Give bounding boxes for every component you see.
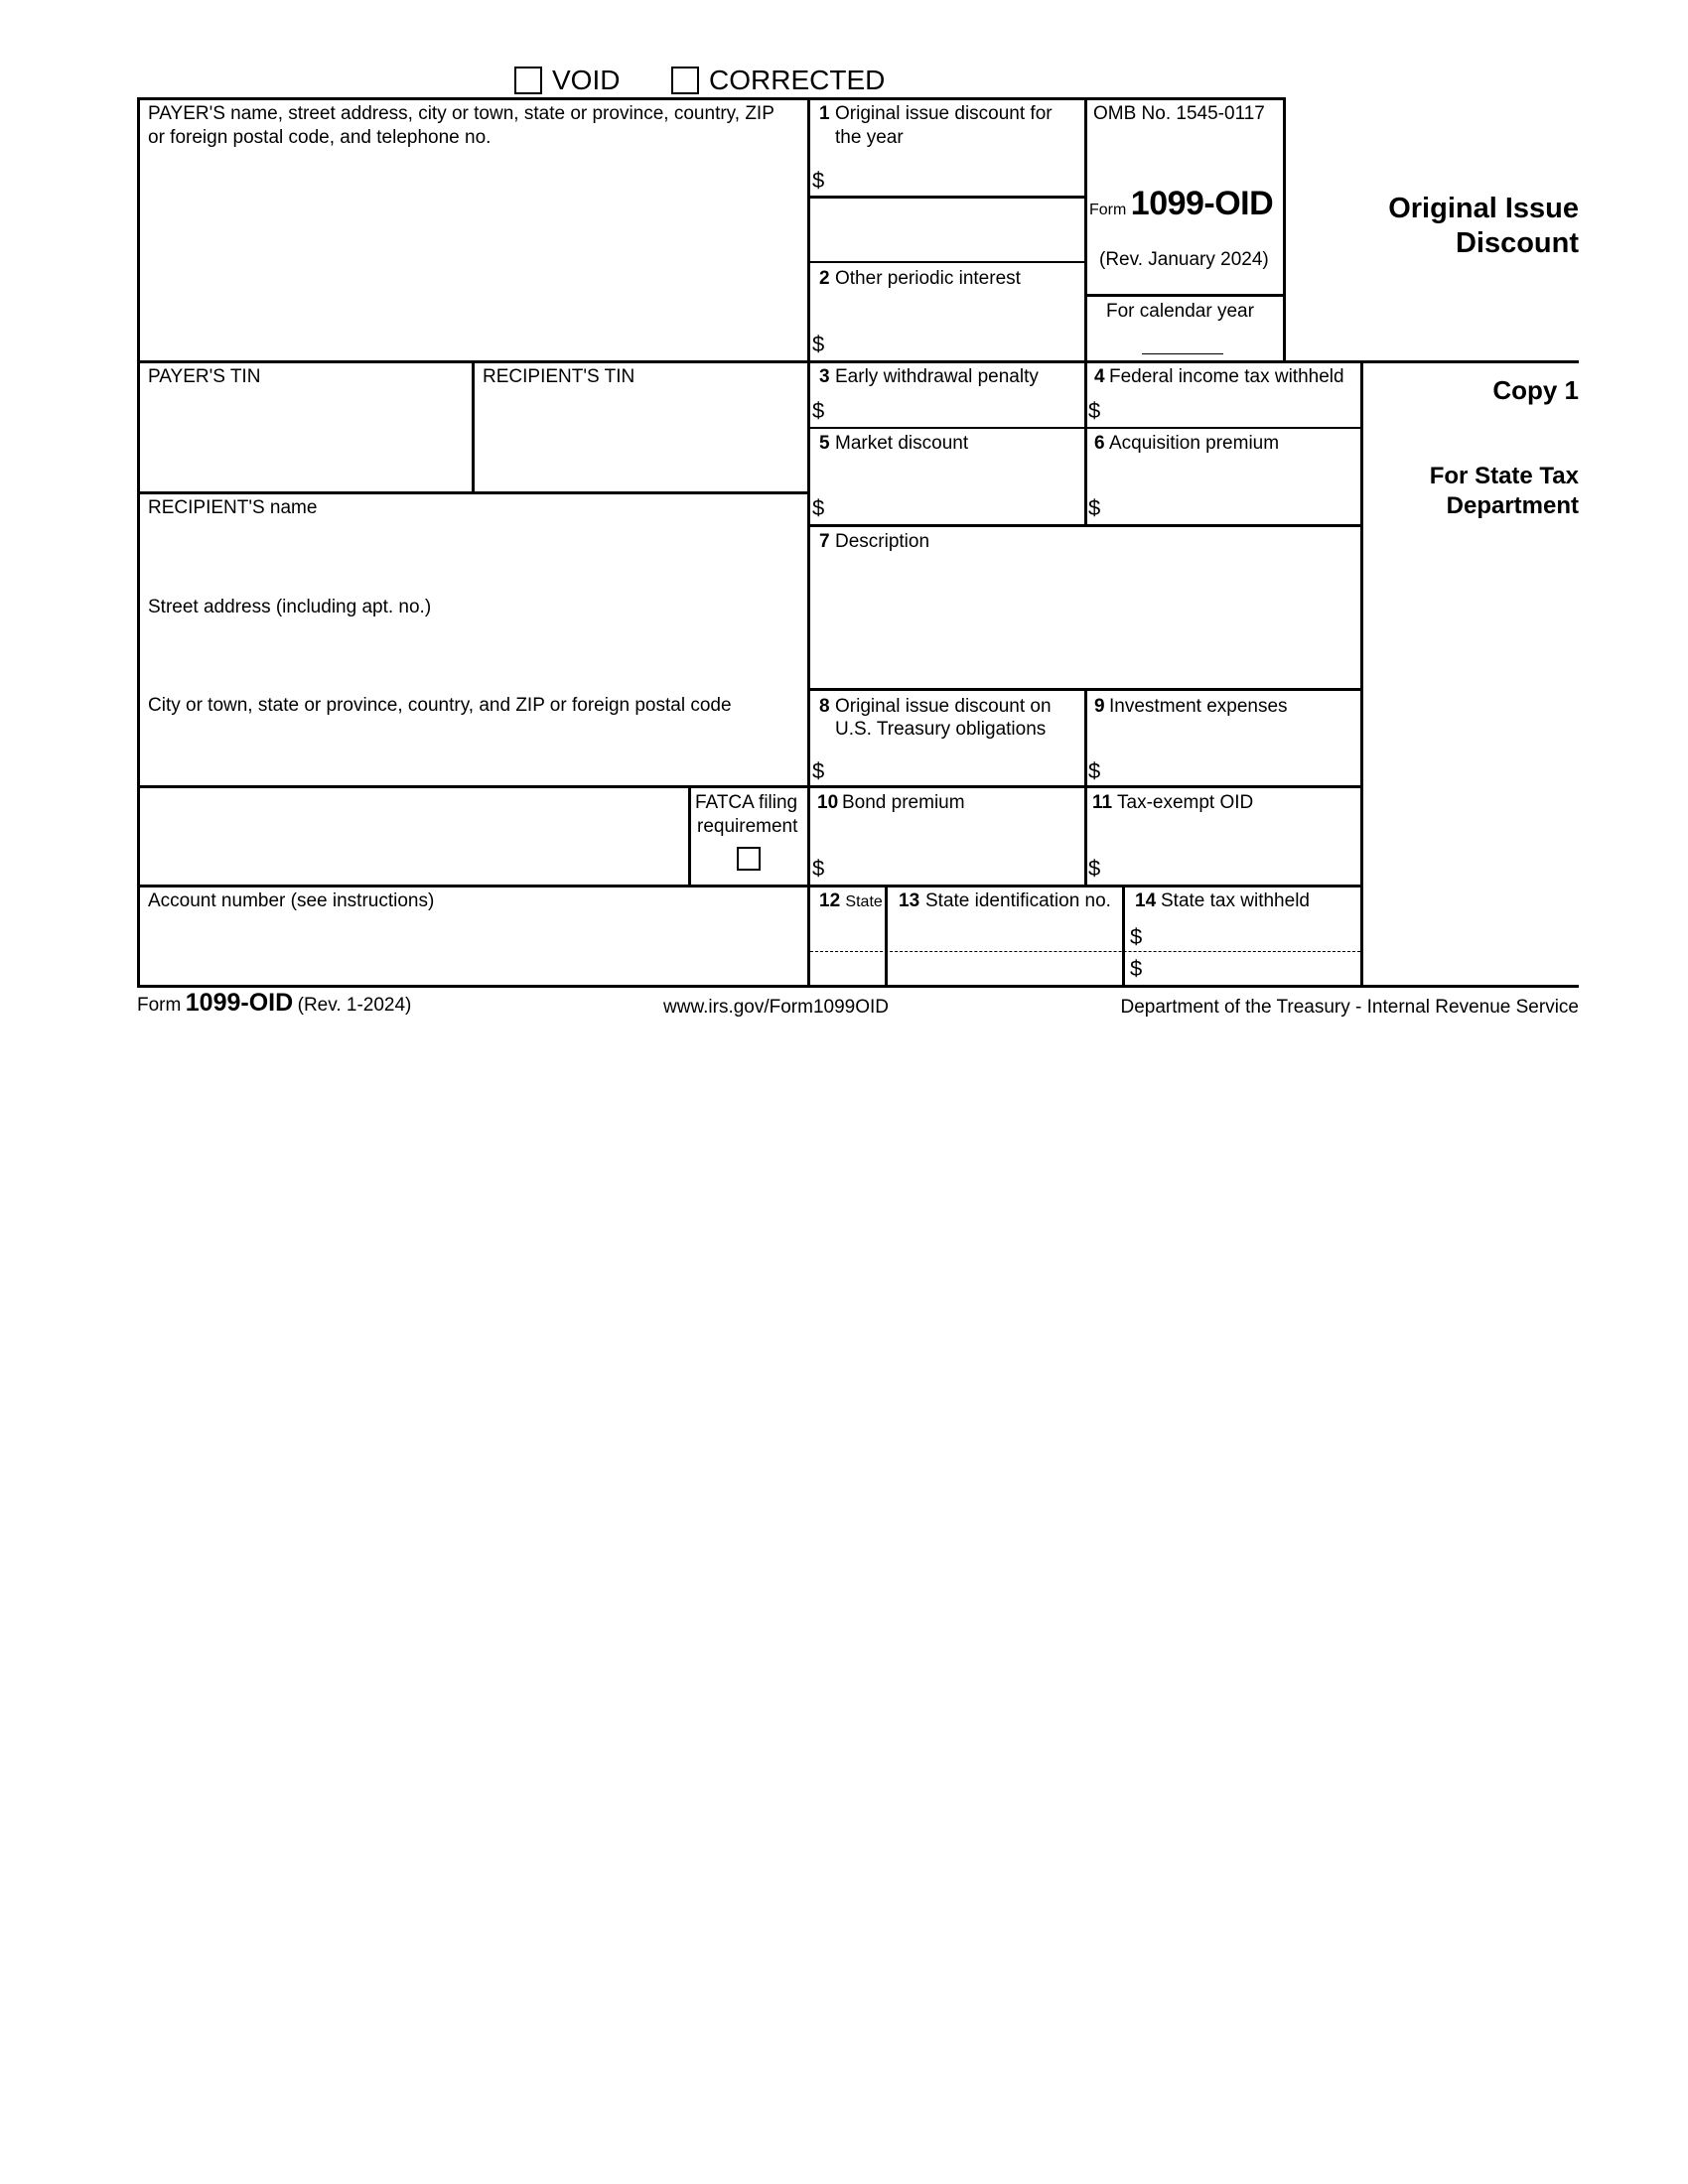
account-number-field[interactable] bbox=[141, 915, 804, 983]
recipient-tin-label: RECIPIENT'S TIN bbox=[483, 366, 635, 387]
footer-dept: Department of the Treasury - Internal Revenue Service bbox=[1120, 997, 1579, 1018]
omb-rev: (Rev. January 2024) bbox=[1099, 249, 1269, 270]
divider-fatca bbox=[688, 785, 691, 887]
corrected-checkbox[interactable] bbox=[671, 67, 699, 94]
payer-tin-label: PAYER'S TIN bbox=[148, 366, 261, 387]
box7-text: Description bbox=[835, 531, 930, 552]
recipient-city-field[interactable] bbox=[141, 721, 804, 782]
box6-text: Acquisition premium bbox=[1109, 433, 1280, 454]
payer-tin-field[interactable] bbox=[141, 392, 469, 488]
calendar-year-underline bbox=[1142, 353, 1223, 354]
box14-dollar-2: $ bbox=[1130, 956, 1143, 981]
box14-dollar-1: $ bbox=[1130, 924, 1143, 949]
box8-number-wrap bbox=[819, 695, 830, 719]
box3-dollar: $ bbox=[812, 398, 825, 423]
box2-dollar: $ bbox=[812, 332, 825, 356]
box3-number: 3 bbox=[819, 366, 830, 387]
box9-number-wrap bbox=[1094, 695, 1105, 719]
line-box1-bottom bbox=[807, 196, 1087, 199]
box14-number-wrap bbox=[1135, 889, 1156, 913]
box7-number-wrap bbox=[819, 530, 830, 554]
box9-amount-field[interactable] bbox=[1106, 752, 1354, 782]
divider-tin bbox=[472, 360, 475, 493]
box9-text: Investment expenses bbox=[1109, 696, 1288, 717]
payer-name-field[interactable] bbox=[141, 149, 804, 357]
divider-box12-13 bbox=[885, 885, 888, 986]
fatca-label-line1: FATCA filing bbox=[695, 792, 798, 813]
line-row2-top bbox=[137, 360, 1579, 363]
copy-title: Copy 1 bbox=[1492, 375, 1579, 405]
omb-form-name: 1099-OID bbox=[1130, 185, 1274, 222]
footer-rev: (Rev. 1-2024) bbox=[297, 995, 412, 1016]
recipient-tin-field[interactable] bbox=[476, 392, 803, 488]
box1-amount-field[interactable] bbox=[830, 164, 1078, 194]
box2-number: 2 bbox=[819, 268, 830, 289]
box12-state-field-1[interactable] bbox=[812, 917, 882, 949]
line-box56-bottom bbox=[807, 524, 1363, 527]
dash-state-rows bbox=[810, 951, 1360, 952]
box13-state-id-field-2[interactable] bbox=[890, 954, 1118, 983]
box3-number-wrap bbox=[819, 365, 830, 389]
box12-state-field-2[interactable] bbox=[812, 954, 882, 983]
box4-dollar: $ bbox=[1088, 398, 1101, 423]
void-label: VOID bbox=[552, 65, 621, 95]
box6-dollar: $ bbox=[1088, 495, 1101, 520]
footer-form-name: 1099-OID bbox=[185, 989, 294, 1017]
box10-amount-field[interactable] bbox=[830, 852, 1078, 882]
line-box1011-bottom bbox=[137, 885, 1363, 887]
box5-text: Market discount bbox=[835, 433, 969, 454]
box2-text: Other periodic interest bbox=[835, 268, 1021, 289]
blank-field[interactable] bbox=[141, 789, 685, 883]
box12-text: State bbox=[845, 893, 883, 910]
divider-right-column bbox=[1360, 360, 1363, 986]
box11-amount-field[interactable] bbox=[1106, 852, 1354, 882]
box8-dollar: $ bbox=[812, 758, 825, 783]
line-omb-cal bbox=[1084, 294, 1285, 297]
copy-subtitle-line1: For State Tax bbox=[1429, 463, 1579, 489]
void-checkbox[interactable] bbox=[514, 67, 542, 94]
recipient-city-label: City or town, state or province, country, and ZIP or foreign postal code bbox=[148, 695, 732, 716]
recipient-street-field[interactable] bbox=[141, 623, 804, 695]
form-title-line2: Discount bbox=[1455, 227, 1579, 259]
divider-main bbox=[807, 97, 810, 987]
box5-number: 5 bbox=[819, 433, 830, 454]
box8-number: 8 bbox=[819, 696, 830, 717]
form-border-left bbox=[137, 97, 140, 987]
fatca-checkbox[interactable] bbox=[737, 847, 761, 871]
box14-number: 14 bbox=[1135, 890, 1157, 911]
divider-box1-right bbox=[1084, 97, 1087, 526]
box4-amount-field[interactable] bbox=[1106, 395, 1354, 425]
omb-calendar: For calendar year bbox=[1106, 301, 1254, 322]
omb-form-prefix: Form bbox=[1089, 202, 1127, 218]
box5-amount-field[interactable] bbox=[830, 490, 1078, 522]
box6-amount-field[interactable] bbox=[1106, 490, 1354, 522]
box8-text-line2: U.S. Treasury obligations bbox=[835, 719, 1047, 740]
box4-number: 4 bbox=[1094, 366, 1105, 387]
recipient-name-label: RECIPIENT'S name bbox=[148, 497, 318, 518]
divider-omb-right bbox=[1283, 97, 1286, 361]
calendar-year-field[interactable] bbox=[1142, 328, 1223, 353]
box11-number-wrap bbox=[1092, 791, 1112, 815]
box4-text: Federal income tax withheld bbox=[1109, 366, 1344, 387]
box5-number-wrap bbox=[819, 432, 830, 456]
box14-amount-field-1[interactable] bbox=[1148, 919, 1356, 949]
box1-label bbox=[819, 102, 830, 126]
omb-form-line bbox=[1089, 185, 1273, 223]
box13-state-id-field-1[interactable] bbox=[890, 917, 1118, 949]
form-border-top bbox=[137, 97, 1285, 100]
box11-text: Tax-exempt OID bbox=[1117, 792, 1254, 813]
box10-dollar: $ bbox=[812, 856, 825, 881]
box6-number-wrap bbox=[1094, 432, 1105, 456]
box11-number: 11 bbox=[1092, 792, 1113, 813]
copy-subtitle-line2: Department bbox=[1446, 492, 1579, 519]
corrected-label: CORRECTED bbox=[709, 65, 886, 95]
box7-description-field[interactable] bbox=[812, 558, 1356, 685]
omb-number: OMB No. 1545-0117 bbox=[1093, 103, 1265, 124]
footer-form-line bbox=[137, 989, 411, 1018]
box3-text: Early withdrawal penalty bbox=[835, 366, 1039, 387]
box1-number: 1 bbox=[819, 103, 830, 124]
box12-label bbox=[819, 889, 883, 914]
box10-text: Bond premium bbox=[842, 792, 965, 813]
box2-amount-field[interactable] bbox=[830, 328, 1078, 357]
box12-number: 12 bbox=[819, 890, 841, 911]
box6-number: 6 bbox=[1094, 433, 1105, 454]
line-tin-bottom bbox=[137, 491, 810, 494]
box7-number: 7 bbox=[819, 531, 830, 552]
box2-number-wrap bbox=[819, 267, 830, 291]
box10-number-wrap bbox=[817, 791, 838, 815]
box10-number: 10 bbox=[817, 792, 839, 813]
box4-number-wrap bbox=[1094, 365, 1105, 389]
box14-amount-field-2[interactable] bbox=[1148, 954, 1356, 983]
footer-form-prefix: Form bbox=[137, 995, 182, 1016]
box8-text-line1: Original issue discount on bbox=[835, 696, 1052, 717]
line-box89-bottom bbox=[137, 785, 1363, 788]
box13-text: State identification no. bbox=[925, 890, 1111, 911]
divider-box13-14 bbox=[1122, 885, 1125, 986]
box9-dollar: $ bbox=[1088, 758, 1101, 783]
fatca-label-line2: requirement bbox=[697, 816, 798, 837]
recipient-name-field[interactable] bbox=[141, 524, 804, 598]
box3-amount-field[interactable] bbox=[830, 395, 1078, 425]
footer-url[interactable]: www.irs.gov/Form1099OID bbox=[663, 997, 890, 1018]
box8-amount-field[interactable] bbox=[830, 752, 1078, 782]
box13-number: 13 bbox=[899, 890, 920, 911]
account-number-label: Account number (see instructions) bbox=[148, 890, 435, 911]
form-title-line1: Original Issue bbox=[1388, 193, 1579, 224]
box5-dollar: $ bbox=[812, 495, 825, 520]
box1-text: Original issue discount for the year bbox=[835, 103, 1053, 148]
recipient-street-label: Street address (including apt. no.) bbox=[148, 597, 432, 617]
box14-text: State tax withheld bbox=[1161, 890, 1310, 911]
box11-dollar: $ bbox=[1088, 856, 1101, 881]
box13-number-wrap bbox=[899, 889, 919, 913]
line-box2-top bbox=[807, 261, 1087, 263]
payer-name-label: PAYER'S name, street address, city or town, state or province, country, ZIP or foreign postal code, and telephone no. bbox=[148, 103, 774, 148]
line-box34-bottom bbox=[807, 427, 1363, 429]
box9-number: 9 bbox=[1094, 696, 1105, 717]
box1-dollar: $ bbox=[812, 168, 825, 193]
